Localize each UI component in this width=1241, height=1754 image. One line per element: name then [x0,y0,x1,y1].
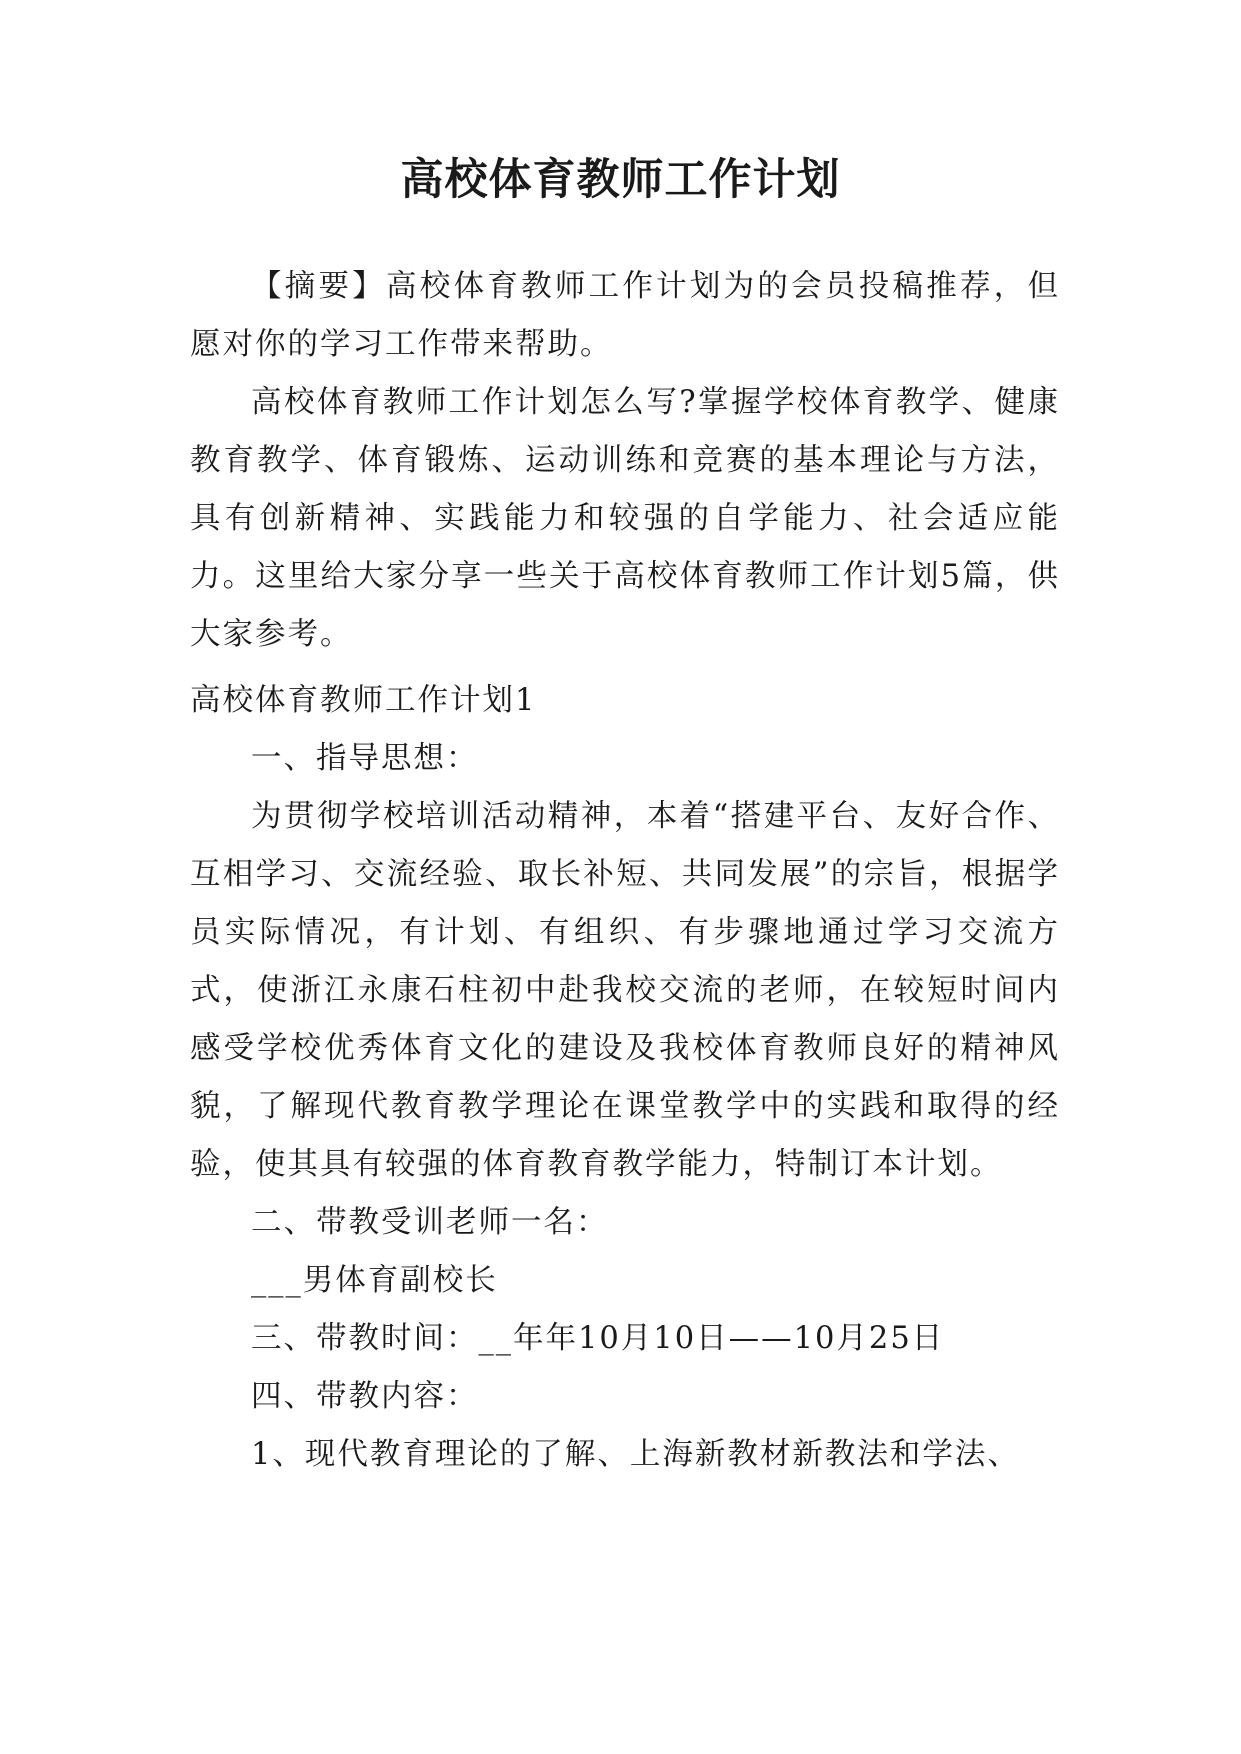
content-item-1: 1、现代教育理论的了解、上海新教材新教法和学法、 [251,1437,1020,1472]
heading-training-time: 三、带教时间：__年年10月10日——10月25日 [251,1321,945,1356]
heading-guiding-thought: 一、指导思想： [251,741,479,776]
document-title: 高校体育教师工作计划 [400,155,841,205]
heading-trainee: 二、带教受训老师一名： [251,1205,609,1240]
summary-paragraph: 【摘要】高校体育教师工作计划为的会员投稿推荐，但愿对你的学习工作带来帮助。 [190,269,1060,362]
section-title: 高校体育教师工作计划1 [190,683,537,718]
plan-section [190,672,1060,1484]
intro-paragraph: 高校体育教师工作计划怎么写?掌握学校体育教学、健康教育教学、体育锻炼、运动训练和竞赛的基本理论与方法，具有创新精神、实践能力和较强的自学能力、社会适应能力。这里给大家分享一些关于高校体育教师工作计划5篇，供大家参考。 [190,385,1060,652]
heading-training-content: 四、带教内容： [251,1379,479,1414]
document-body [190,258,1060,664]
trainee-line: ___男体育副校长 [251,1263,498,1298]
guiding-thought-paragraph: 为贯彻学校培训活动精神，本着“搭建平台、友好合作、互相学习、交流经验、取长补短、共同发展”的宗旨，根据学员实际情况，有计划、有组织、有步骤地通过学习交流方式，使浙江永康石柱初中赴我校交流的老师，在较短时间内感受学校优秀体育文化的建设及我校体育教师良好的精神风貌，了解现代教育教学理论在课堂教学中的实践和取得的经验，使其具有较强的体育教育教学能力，特制订本计划。 [190,799,1060,1182]
